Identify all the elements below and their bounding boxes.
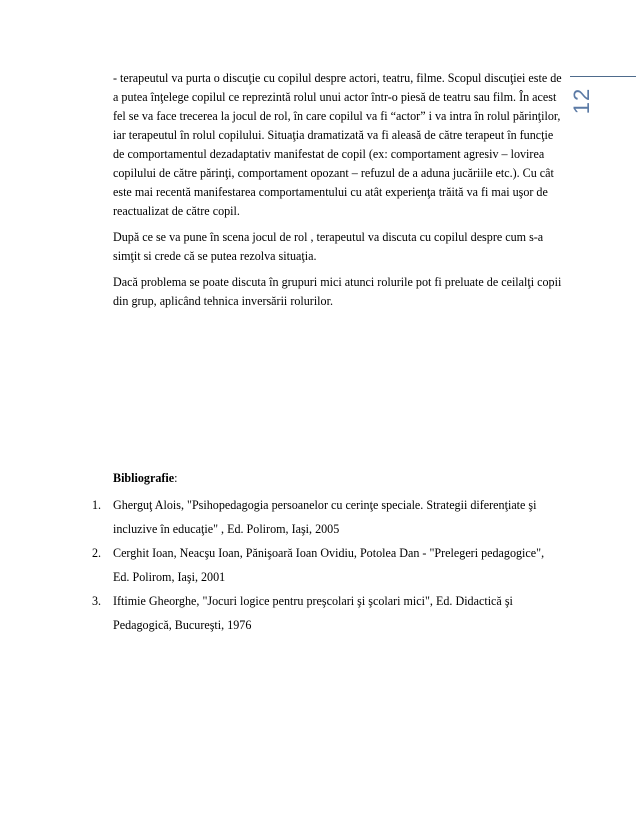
bibliography-colon: : [174, 471, 178, 485]
body-text [113, 69, 563, 505]
bibliography-title: Bibliografie [113, 471, 175, 485]
blank-space [113, 318, 563, 469]
paragraph-role-play-intro: - terapeutul va purta o discuţie cu copilul despre actori, teatru, filme. Scopul discuţiei este de a putea înţelege copilul ce reprezintă rolul unui actor într-o piesă de teatru sau film. În acest fel se va face trecerea la jocul de rol, în care copilul va fi “actor” i va intra în rolul părinţilor, iar terapeutul în rolul copilului. Situaţia dramatizată va fi aleasă de către terapeut în funcţie de comportamentul dezadaptativ manifestat de copil (ex: comportament agresiv – lovirea copilului de către părinţi, comportament opozant – refuzul de a aduna jucăriile etc.). Cu cât este mai recentă manifestarea comportamentului cu atât experienţa trăită va fi mai uşor de reactualizat de către copil. [113, 71, 562, 218]
bibliography-item [92, 589, 563, 637]
bibliography-item-number: 2. [92, 546, 102, 560]
page-number-text: 12 [569, 87, 595, 115]
page-number [570, 80, 594, 122]
bibliography-item-number: 1. [92, 498, 102, 512]
bibliography-item-text: Cerghit Ioan, Neacşu Ioan, Pănişoară Ioan Ovidiu, Potolea Dan - "Prelegeri pedagogice", Ed. Polirom, Iaşi, 2001 [113, 546, 545, 584]
paragraph-after-role-play: După ce se va pune în scena jocul de rol , terapeutul va discuta cu copilul despre cum s-a simţit si crede că se putea rezolva situaţia. [113, 230, 544, 263]
paragraph-small-groups: Dacă problema se poate discuta în grupuri mici atunci rolurile pot fi preluate de ceilalţi copii din grup, aplicând tehnica inversării rolurilor. [113, 275, 562, 308]
bibliography-item-text: Gherguţ Alois, "Psihopedagogia persoanelor cu cerinţe speciale. Strategii diferenţiate şi incluzive în educaţie" , Ed. Polirom, Iaşi, 2005 [113, 498, 537, 536]
bibliography-item [92, 541, 563, 589]
page-number-block [566, 76, 636, 126]
bibliography-heading [113, 469, 563, 488]
bibliography-item-number: 3. [92, 594, 102, 608]
bibliography-list [92, 493, 563, 637]
bibliography-item-text: Iftimie Gheorghe, "Jocuri logice pentru preşcolari şi şcolari mici", Ed. Didactică şi Pedagogică, Bucureşti, 1976 [113, 594, 513, 632]
page-number-rule [570, 76, 636, 77]
bibliography-item [92, 493, 563, 541]
